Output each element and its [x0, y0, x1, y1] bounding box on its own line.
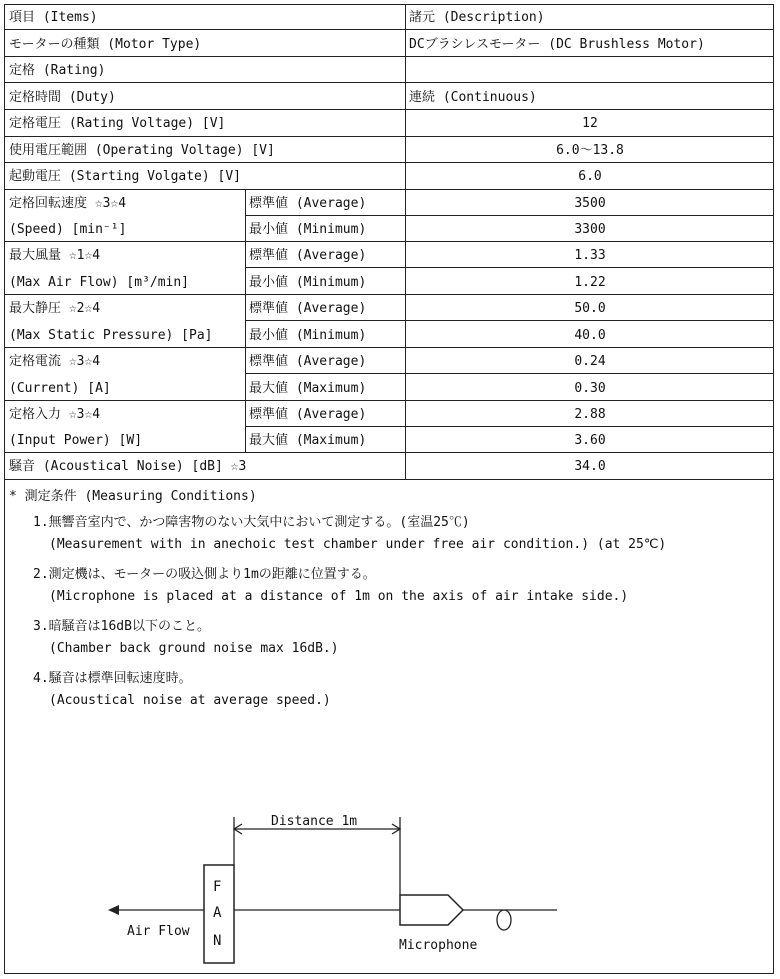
row-divider	[5, 294, 773, 295]
note-3-en: (Chamber back ground noise max 16dB.)	[49, 641, 339, 656]
note-3-jp: 3.暗騒音は16dB以下のこと。	[33, 619, 210, 634]
static-pressure-average-value: 50.0	[574, 301, 606, 316]
header-item: 項目 (Items)	[9, 10, 98, 25]
row-divider	[5, 452, 773, 453]
air-flow-label: Air Flow	[127, 924, 190, 939]
row-divider	[5, 162, 773, 163]
air-flow-label-en: (Max Air Flow) [m³/min]	[9, 275, 190, 290]
microphone-label: Microphone	[399, 938, 478, 953]
operating-voltage-label: 使用電圧範囲 (Operating Voltage) [V]	[9, 143, 275, 158]
input-power-maximum-value: 3.60	[574, 433, 606, 448]
speed-average-label: 標準値 (Average)	[249, 196, 367, 211]
spec-sheet	[4, 4, 774, 974]
static-pressure-label-en: (Max Static Pressure) [Pa]	[9, 328, 213, 343]
column-divider	[405, 5, 406, 479]
measurement-diagram	[5, 785, 773, 970]
input-power-label-jp: 定格入力 ☆3☆4	[9, 407, 101, 422]
row-divider	[5, 189, 773, 190]
row-divider	[5, 479, 773, 480]
speed-average-value: 3500	[574, 196, 606, 211]
column-divider	[245, 189, 246, 452]
row-divider	[245, 373, 773, 374]
cable-loop-icon	[497, 910, 511, 930]
fan-letter-n: N	[213, 933, 222, 949]
current-maximum-value: 0.30	[574, 381, 606, 396]
starting-voltage-label: 起動電圧 (Starting Volgate) [V]	[9, 169, 242, 184]
current-average-value: 0.24	[574, 354, 606, 369]
note-4-en: (Acoustical noise at average speed.)	[49, 693, 331, 708]
row-divider	[5, 400, 773, 401]
noise-label: 騒音 (Acoustical Noise) [dB] ☆3	[9, 459, 247, 474]
note-1-en: (Measurement with in anechoic test chamber under free air condition.) (at 25℃)	[49, 537, 667, 552]
row-divider	[245, 267, 773, 268]
current-label-jp: 定格電流 ☆3☆4	[9, 354, 101, 369]
static-pressure-minimum-label: 最小値 (Minimum)	[249, 328, 367, 343]
motor-type-label: モーターの種類 (Motor Type)	[9, 37, 202, 52]
input-power-average-value: 2.88	[574, 407, 606, 422]
note-2-en: (Microphone is placed at a distance of 1m on the axis of air intake side.)	[49, 589, 629, 604]
row-divider	[245, 320, 773, 321]
rating-voltage-label: 定格電圧 (Rating Voltage) [V]	[9, 116, 226, 131]
speed-label-jp: 定格回転速度 ☆3☆4	[9, 196, 127, 211]
row-divider	[5, 109, 773, 110]
duty-value: 連続 (Continuous)	[409, 90, 537, 105]
input-power-average-label: 標準値 (Average)	[249, 407, 367, 422]
static-pressure-label-jp: 最大静圧 ☆2☆4	[9, 301, 101, 316]
input-power-label-en: (Input Power) [W]	[9, 433, 143, 448]
air-flow-average-value: 1.33	[574, 248, 606, 263]
row-divider	[245, 215, 773, 216]
air-flow-arrow-head	[108, 905, 119, 915]
note-4-jp: 4.騒音は標準回転速度時。	[33, 671, 192, 686]
duty-label: 定格時間 (Duty)	[9, 90, 116, 105]
note-2-jp: 2.測定機は、モーターの吸込側より1mの距離に位置する。	[33, 567, 376, 582]
speed-minimum-value: 3300	[574, 222, 606, 237]
current-maximum-label: 最大値 (Maximum)	[249, 381, 367, 396]
row-divider	[5, 29, 773, 30]
row-divider	[5, 241, 773, 242]
starting-voltage-value: 6.0	[578, 169, 602, 184]
air-flow-minimum-label: 最小値 (Minimum)	[249, 275, 367, 290]
input-power-maximum-label: 最大値 (Maximum)	[249, 433, 367, 448]
row-divider	[5, 136, 773, 137]
row-divider	[245, 426, 773, 427]
static-pressure-minimum-value: 40.0	[574, 328, 606, 343]
notes-title: * 測定条件 (Measuring Conditions)	[9, 489, 257, 504]
row-divider	[5, 82, 773, 83]
air-flow-average-label: 標準値 (Average)	[249, 248, 367, 263]
rating-voltage-value: 12	[582, 116, 598, 131]
note-1-jp: 1.無響音室内で、かつ障害物のない大気中において測定する。(室温25℃)	[33, 515, 470, 530]
current-label-en: (Current) [A]	[9, 381, 111, 396]
operating-voltage-value: 6.0〜13.8	[556, 143, 624, 158]
static-pressure-average-label: 標準値 (Average)	[249, 301, 367, 316]
current-average-label: 標準値 (Average)	[249, 354, 367, 369]
microphone-icon	[400, 895, 463, 925]
motor-type-value: DCブラシレスモーター (DC Brushless Motor)	[409, 37, 705, 52]
row-divider	[5, 347, 773, 348]
row-divider	[5, 56, 773, 57]
speed-minimum-label: 最小値 (Minimum)	[249, 222, 367, 237]
air-flow-minimum-value: 1.22	[574, 275, 606, 290]
speed-label-en: (Speed) [min⁻¹]	[9, 222, 127, 237]
distance-label: Distance 1m	[271, 814, 358, 829]
header-description: 諸元 (Description)	[409, 10, 545, 25]
air-flow-label-jp: 最大風量 ☆1☆4	[9, 248, 101, 263]
fan-letter-a: A	[213, 905, 222, 921]
fan-letter-f: F	[213, 879, 222, 895]
rating-label: 定格 (Rating)	[9, 63, 106, 78]
noise-value: 34.0	[574, 459, 606, 474]
